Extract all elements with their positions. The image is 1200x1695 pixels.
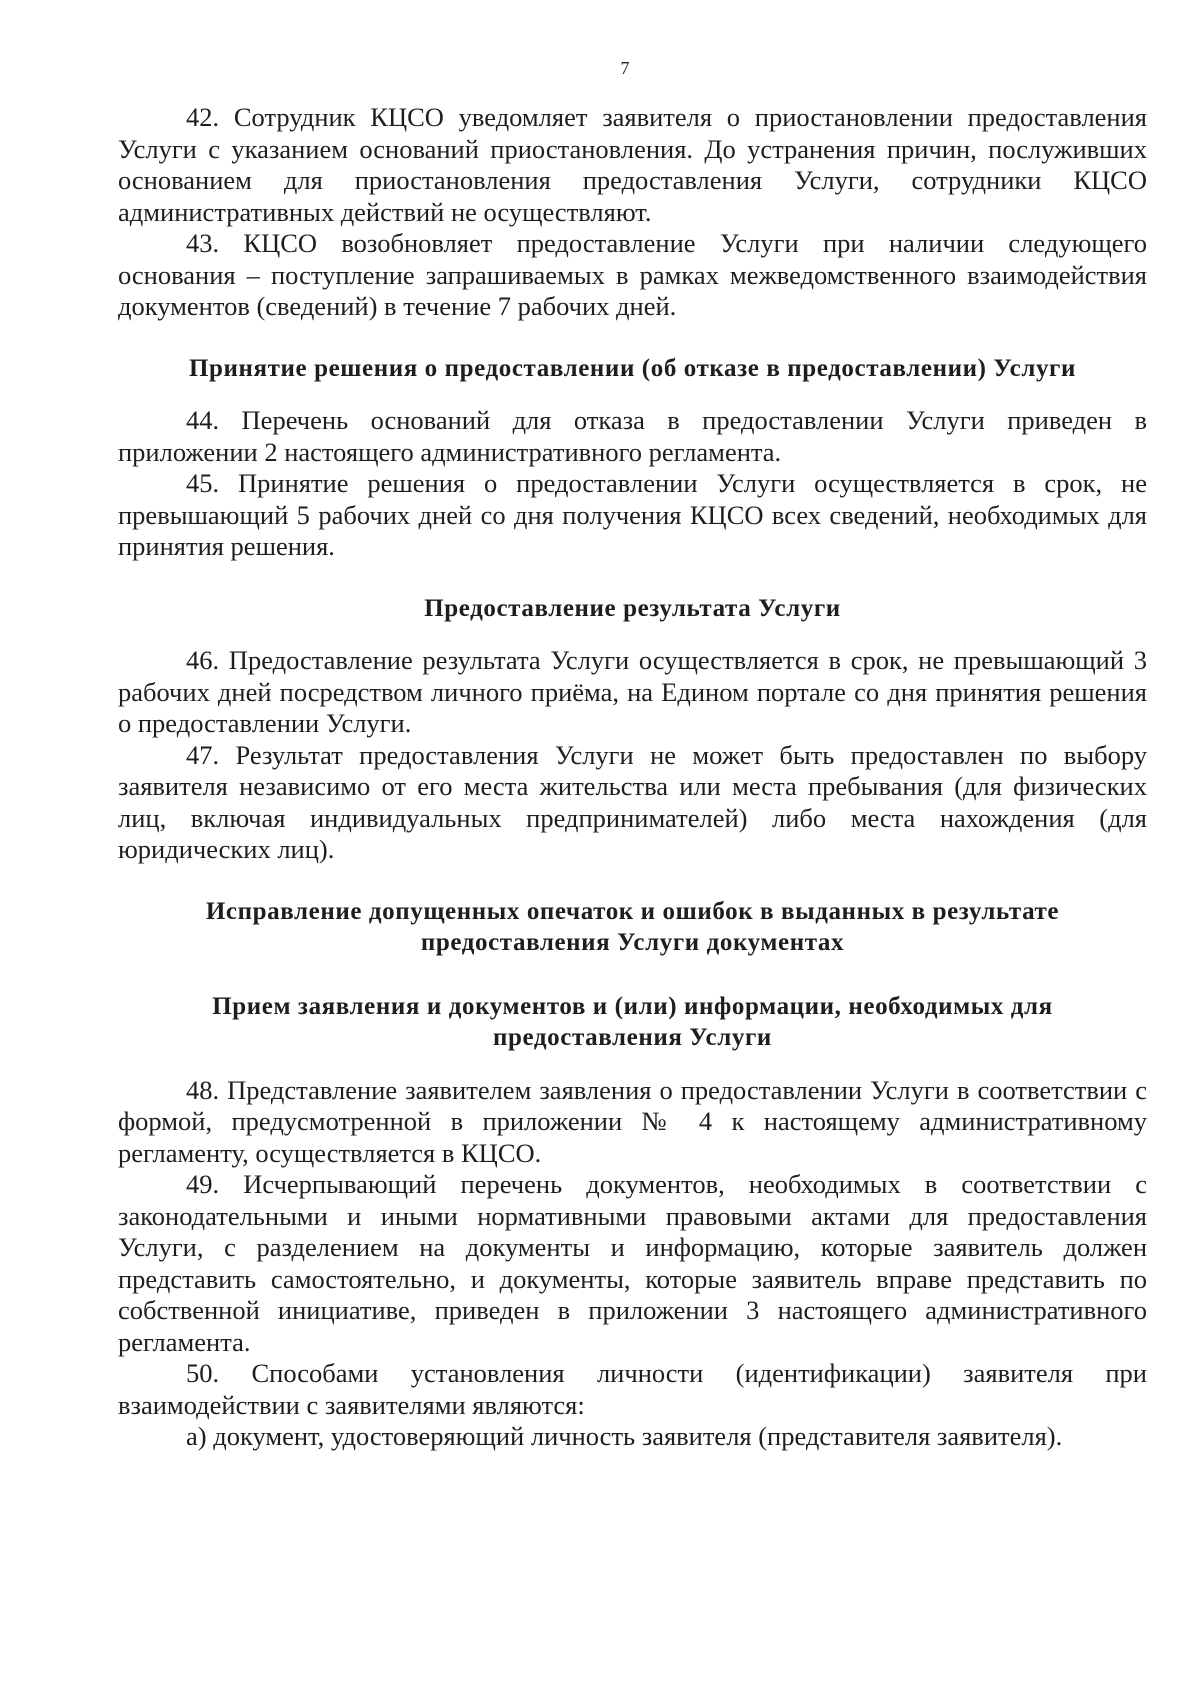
section-heading-application bbox=[118, 991, 1147, 1054]
page-number: 7 bbox=[620, 58, 630, 78]
section-heading-result: Предоставление результата Услуги bbox=[424, 594, 841, 622]
section-heading-corrections bbox=[118, 896, 1147, 959]
section-heading-application-line1: Прием заявления и документов и (или) информации, необходимых для bbox=[212, 992, 1053, 1020]
paragraph-47: 47. Результат предоставления Услуги не может быть предоставлен по выбору заявителя независимо от его места жительства или места пребывания (для физических лиц, включая индивидуальных предпринимателей) либо места нахождения (для юридических лиц). bbox=[118, 739, 1147, 864]
paragraph-48: 48. Представление заявителем заявления о предоставлении Услуги в соответствии с формой, предусмотренной в приложении № 4 к настоящему административному регламенту, осуществляется в КЦСО. bbox=[118, 1074, 1147, 1168]
paragraph-50: 50. Способами установления личности (идентификации) заявителя при взаимодействии с заявителями являются: bbox=[118, 1358, 1147, 1420]
paragraph-50-item-a: а) документ, удостоверяющий личность заявителя (представителя заявителя). bbox=[186, 1421, 1063, 1451]
paragraph-43: 43. КЦСО возобновляет предоставление Услуги при наличии следующего основания – поступление запрашиваемых в рамках межведомственного взаимодействия документов (сведений) в течение 7 рабочих дней. bbox=[118, 228, 1147, 321]
paragraph-42: 42. Сотрудник КЦСО уведомляет заявителя о приостановлении предоставления Услуги с указанием оснований приостановления. До устранения причин, послуживших основанием для приостановления предоставления Услуги, сотрудники КЦСО административных действий не осуществляют. bbox=[118, 102, 1147, 227]
paragraph-45: 45. Принятие решения о предоставлении Услуги осуществляется в срок, не превышающий 5 рабочих дней со дня получения КЦСО всех сведений, необходимых для принятия решения. bbox=[118, 468, 1147, 561]
section-heading-decision: Принятие решения о предоставлении (об отказе в предоставлении) Услуги bbox=[188, 354, 1077, 382]
section-heading-corrections-line1: Исправление допущенных опечаток и ошибок в выданных в результате bbox=[205, 897, 1060, 925]
section-heading-corrections-line2: предоставления Услуги документах bbox=[420, 929, 845, 956]
section-heading-application-line2: предоставления Услуги bbox=[493, 1024, 772, 1051]
paragraph-49: 49. Исчерпывающий перечень документов, необходимых в соответствии с законодательными и иными нормативными правовыми актами для предоставления Услуги, с разделением на документы и информацию, которые заявитель должен представить самостоятельно, и документы, которые заявитель вправе представить по собственной инициативе, приведен в приложении 3 настоящего административного регламента. bbox=[118, 1169, 1147, 1357]
paragraph-44: 44. Перечень оснований для отказа в предоставлении Услуги приведен в приложении 2 настоящего административного регламента. bbox=[118, 405, 1147, 467]
document-body bbox=[118, 102, 1147, 1453]
paragraph-46: 46. Предоставление результата Услуги осуществляется в срок, не превышающий 3 рабочих дней посредством личного приёма, на Едином портале со дня принятия решения о предоставлении Услуги. bbox=[118, 645, 1147, 738]
